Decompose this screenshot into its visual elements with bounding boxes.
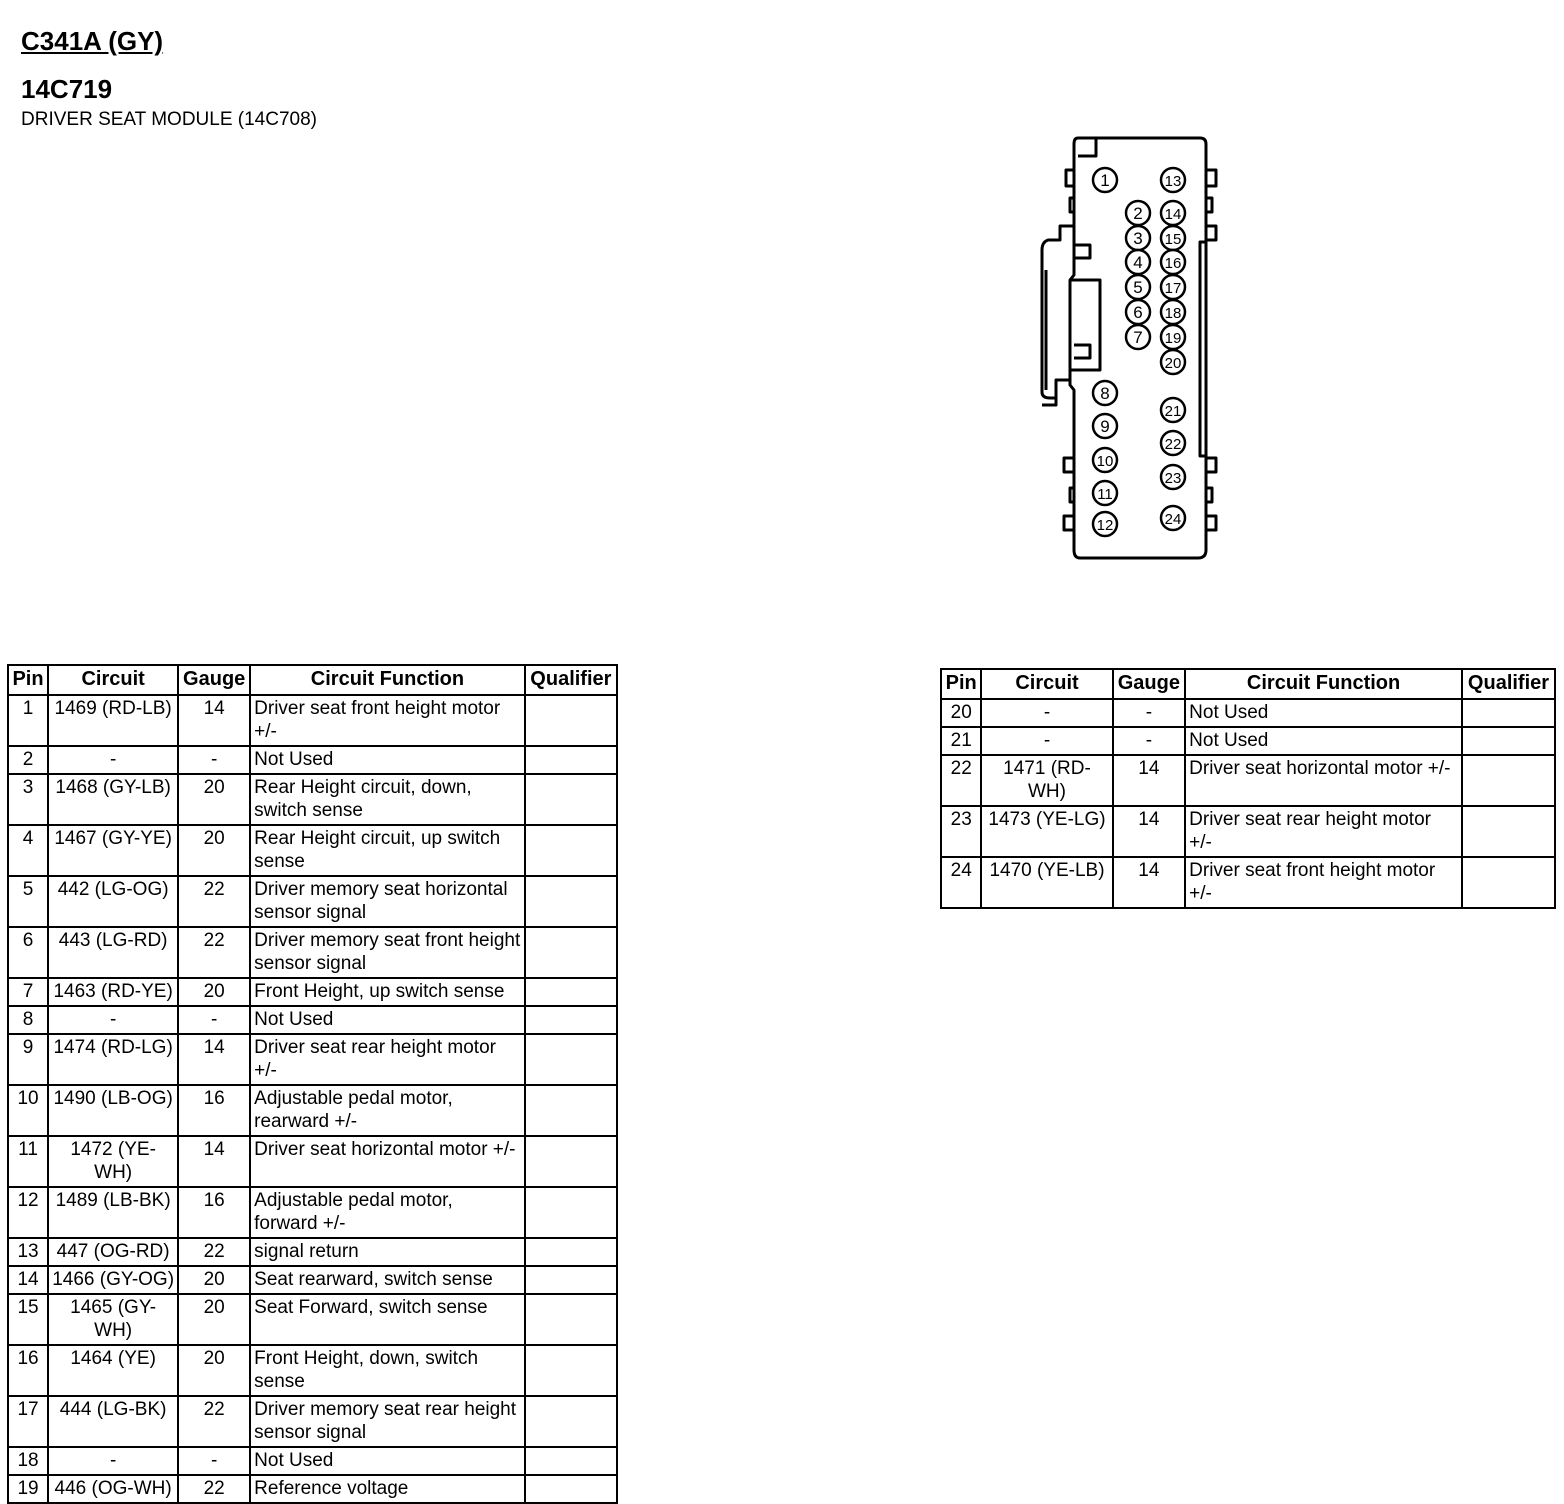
- pin-cell: 1: [8, 695, 48, 746]
- qualifier-cell: [525, 1238, 617, 1266]
- pin-cell: 15: [8, 1294, 48, 1345]
- pin-cell: 6: [8, 927, 48, 978]
- table-row: [941, 806, 1555, 857]
- pin-label: 18: [1164, 305, 1182, 322]
- table-row: [8, 746, 617, 774]
- circuit-cell: 1473 (YE-LG): [981, 806, 1112, 857]
- pin-label: 19: [1164, 330, 1182, 347]
- col-header-gauge: Gauge: [1113, 669, 1186, 699]
- pin-21-circle: [1161, 398, 1185, 422]
- circuit-cell: -: [981, 727, 1112, 755]
- gauge-cell: -: [1113, 699, 1186, 727]
- qualifier-cell: [1462, 806, 1555, 857]
- gauge-cell: 14: [178, 1136, 250, 1187]
- qualifier-cell: [1462, 699, 1555, 727]
- function-cell: Driver seat rear height motor +/-: [1185, 806, 1462, 857]
- function-cell: Driver memory seat front height sensor signal: [250, 927, 525, 978]
- pin-16-circle: [1161, 250, 1185, 274]
- pin-9-circle: [1093, 414, 1117, 438]
- qualifier-cell: [525, 1396, 617, 1447]
- circuit-cell: 1463 (RD-YE): [48, 978, 178, 1006]
- gauge-cell: 16: [178, 1085, 250, 1136]
- circuit-cell: 1474 (RD-LG): [48, 1034, 178, 1085]
- qualifier-cell: [525, 1447, 617, 1475]
- pin-cell: 24: [941, 857, 981, 908]
- pin-label: 7: [1133, 328, 1143, 347]
- table-row: [8, 1396, 617, 1447]
- pin-15-circle: [1161, 226, 1185, 250]
- table-row: [8, 1136, 617, 1187]
- gauge-cell: 20: [178, 1294, 250, 1345]
- pin-cell: 5: [8, 876, 48, 927]
- function-cell: Rear Height circuit, up switch sense: [250, 825, 525, 876]
- table-row: [8, 1294, 617, 1345]
- table-row: [8, 774, 617, 825]
- pin-20-circle: [1161, 350, 1185, 374]
- col-header-gauge: Gauge: [178, 665, 250, 695]
- function-cell: Reference voltage: [250, 1475, 525, 1503]
- gauge-cell: 22: [178, 1475, 250, 1503]
- pin-cell: 8: [8, 1006, 48, 1034]
- pin-cell: 7: [8, 978, 48, 1006]
- qualifier-cell: [525, 1006, 617, 1034]
- pin-10-circle: [1093, 448, 1117, 472]
- connector-face-diagram: [1030, 130, 1230, 570]
- circuit-cell: 444 (LG-BK): [48, 1396, 178, 1447]
- pin-cell: 13: [8, 1238, 48, 1266]
- function-cell: Driver seat horizontal motor +/-: [1185, 755, 1462, 806]
- pin-cell: 2: [8, 746, 48, 774]
- pin-label: 1: [1100, 171, 1110, 190]
- pin-24-circle: [1161, 506, 1185, 530]
- gauge-cell: 20: [178, 978, 250, 1006]
- gauge-cell: -: [178, 1006, 250, 1034]
- circuit-cell: 447 (OG-RD): [48, 1238, 178, 1266]
- table-row: [8, 1447, 617, 1475]
- pin-cell: 18: [8, 1447, 48, 1475]
- qualifier-cell: [525, 746, 617, 774]
- circuit-cell: 443 (LG-RD): [48, 927, 178, 978]
- part-number: 14C719: [21, 74, 113, 104]
- qualifier-cell: [1462, 755, 1555, 806]
- col-header-qualifier: Qualifier: [525, 665, 617, 695]
- pin-label: 15: [1164, 231, 1182, 248]
- gauge-cell: 22: [178, 1238, 250, 1266]
- pin-label: 5: [1133, 278, 1143, 297]
- pin-18-circle: [1161, 300, 1185, 324]
- pin-19-circle: [1161, 325, 1185, 349]
- circuit-cell: 1490 (LB-OG): [48, 1085, 178, 1136]
- pin-label: 24: [1164, 511, 1182, 528]
- pin-8-circle: [1093, 381, 1117, 405]
- col-header-function: Circuit Function: [1185, 669, 1462, 699]
- qualifier-cell: [525, 1085, 617, 1136]
- qualifier-cell: [525, 1136, 617, 1187]
- function-cell: Adjustable pedal motor, rearward +/-: [250, 1085, 525, 1136]
- qualifier-cell: [525, 927, 617, 978]
- function-cell: Not Used: [250, 1006, 525, 1034]
- pin-cell: 4: [8, 825, 48, 876]
- col-header-pin: Pin: [941, 669, 981, 699]
- table-row: [941, 755, 1555, 806]
- circuit-cell: 1489 (LB-BK): [48, 1187, 178, 1238]
- pin-circles: [1093, 168, 1185, 536]
- function-cell: Not Used: [250, 746, 525, 774]
- function-cell: Rear Height circuit, down, switch sense: [250, 774, 525, 825]
- connector-title: C341A (GY): [21, 26, 164, 56]
- pin-label: 22: [1164, 436, 1182, 453]
- pin-11-circle: [1093, 481, 1117, 505]
- table-row: [8, 927, 617, 978]
- circuit-cell: 446 (OG-WH): [48, 1475, 178, 1503]
- gauge-cell: 20: [178, 1266, 250, 1294]
- pin-label: 21: [1164, 403, 1182, 420]
- pin-12-circle: [1093, 512, 1117, 536]
- table-row: [8, 1266, 617, 1294]
- circuit-cell: 1472 (YE-WH): [48, 1136, 178, 1187]
- pin-1-circle: [1093, 168, 1117, 192]
- gauge-cell: 14: [1113, 857, 1186, 908]
- pin-label: 11: [1097, 486, 1113, 503]
- circuit-cell: 1471 (RD-WH): [981, 755, 1112, 806]
- table-row: [8, 1187, 617, 1238]
- pin-cell: 10: [8, 1085, 48, 1136]
- pin-label: 23: [1164, 470, 1182, 487]
- pin-14-circle: [1161, 201, 1185, 225]
- function-cell: Not Used: [1185, 727, 1462, 755]
- gauge-cell: 14: [1113, 755, 1186, 806]
- function-cell: signal return: [250, 1238, 525, 1266]
- pin-cell: 19: [8, 1475, 48, 1503]
- pin-cell: 20: [941, 699, 981, 727]
- pin-3-circle: [1126, 226, 1150, 250]
- col-header-pin: Pin: [8, 665, 48, 695]
- function-cell: Driver seat front height motor +/-: [250, 695, 525, 746]
- table-header-row: [941, 669, 1555, 699]
- gauge-cell: 16: [178, 1187, 250, 1238]
- gauge-cell: 14: [1113, 806, 1186, 857]
- function-cell: Driver seat rear height motor +/-: [250, 1034, 525, 1085]
- pin-label: 8: [1100, 384, 1110, 403]
- qualifier-cell: [525, 695, 617, 746]
- gauge-cell: -: [1113, 727, 1186, 755]
- pin-cell: 14: [8, 1266, 48, 1294]
- qualifier-cell: [1462, 727, 1555, 755]
- pin-label: 6: [1133, 303, 1143, 322]
- function-cell: Seat rearward, switch sense: [250, 1266, 525, 1294]
- pin-5-circle: [1126, 275, 1150, 299]
- table-row: [8, 1006, 617, 1034]
- circuit-cell: -: [48, 1447, 178, 1475]
- circuit-cell: 1466 (GY-OG): [48, 1266, 178, 1294]
- pin-cell: 12: [8, 1187, 48, 1238]
- pin-17-circle: [1161, 275, 1185, 299]
- function-cell: Driver seat front height motor +/-: [1185, 857, 1462, 908]
- function-cell: Front Height, down, switch sense: [250, 1345, 525, 1396]
- table-row: [941, 727, 1555, 755]
- col-header-circuit: Circuit: [981, 669, 1112, 699]
- pin-label: 9: [1100, 417, 1110, 436]
- circuit-cell: 1470 (YE-LB): [981, 857, 1112, 908]
- table-row: [8, 1475, 617, 1503]
- pin-label: 14: [1164, 206, 1182, 223]
- circuit-cell: 442 (LG-OG): [48, 876, 178, 927]
- circuit-cell: -: [48, 746, 178, 774]
- gauge-cell: 20: [178, 1345, 250, 1396]
- qualifier-cell: [525, 825, 617, 876]
- gauge-cell: 20: [178, 774, 250, 825]
- col-header-circuit: Circuit: [48, 665, 178, 695]
- pin-label: 12: [1096, 517, 1114, 534]
- pin-2-circle: [1126, 201, 1150, 225]
- qualifier-cell: [525, 1475, 617, 1503]
- table-row: [8, 1034, 617, 1085]
- pin-cell: 23: [941, 806, 981, 857]
- table-row: [8, 876, 617, 927]
- circuit-cell: 1468 (GY-LB): [48, 774, 178, 825]
- circuit-cell: 1467 (GY-YE): [48, 825, 178, 876]
- pin-label: 20: [1164, 355, 1182, 372]
- gauge-cell: 14: [178, 1034, 250, 1085]
- function-cell: Driver memory seat horizontal sensor signal: [250, 876, 525, 927]
- gauge-cell: 22: [178, 876, 250, 927]
- col-header-qualifier: Qualifier: [1462, 669, 1555, 699]
- circuit-cell: 1465 (GY-WH): [48, 1294, 178, 1345]
- gauge-cell: 22: [178, 927, 250, 978]
- function-cell: Not Used: [250, 1447, 525, 1475]
- qualifier-cell: [525, 978, 617, 1006]
- pin-22-circle: [1161, 431, 1185, 455]
- qualifier-cell: [525, 1294, 617, 1345]
- pinout-table-right: [940, 668, 1556, 909]
- gauge-cell: -: [178, 1447, 250, 1475]
- pin-cell: 3: [8, 774, 48, 825]
- function-cell: Not Used: [1185, 699, 1462, 727]
- qualifier-cell: [525, 774, 617, 825]
- table-row: [941, 699, 1555, 727]
- qualifier-cell: [525, 1034, 617, 1085]
- pin-label: 3: [1133, 229, 1143, 248]
- function-cell: Front Height, up switch sense: [250, 978, 525, 1006]
- function-cell: Driver seat horizontal motor +/-: [250, 1136, 525, 1187]
- pin-cell: 17: [8, 1396, 48, 1447]
- pin-6-circle: [1126, 300, 1150, 324]
- pinout-table-left: [7, 664, 618, 1504]
- gauge-cell: 22: [178, 1396, 250, 1447]
- pin-label: 16: [1164, 255, 1182, 272]
- pin-label: 10: [1096, 453, 1114, 470]
- circuit-cell: 1464 (YE): [48, 1345, 178, 1396]
- col-header-function: Circuit Function: [250, 665, 525, 695]
- pin-label: 13: [1164, 173, 1182, 190]
- table-header-row: [8, 665, 617, 695]
- pin-7-circle: [1126, 325, 1150, 349]
- module-name: DRIVER SEAT MODULE (14C708): [21, 109, 317, 130]
- pin-cell: 11: [8, 1136, 48, 1187]
- gauge-cell: -: [178, 746, 250, 774]
- qualifier-cell: [525, 1187, 617, 1238]
- function-cell: Adjustable pedal motor, forward +/-: [250, 1187, 525, 1238]
- pin-13-circle: [1161, 168, 1185, 192]
- table-row: [8, 1345, 617, 1396]
- function-cell: Driver memory seat rear height sensor signal: [250, 1396, 525, 1447]
- pin-23-circle: [1161, 465, 1185, 489]
- qualifier-cell: [525, 1345, 617, 1396]
- gauge-cell: 14: [178, 695, 250, 746]
- pin-4-circle: [1126, 250, 1150, 274]
- pin-label: 2: [1133, 204, 1143, 223]
- table-row: [8, 695, 617, 746]
- table-row: [8, 1085, 617, 1136]
- function-cell: Seat Forward, switch sense: [250, 1294, 525, 1345]
- circuit-cell: 1469 (RD-LB): [48, 695, 178, 746]
- pin-cell: 22: [941, 755, 981, 806]
- pin-cell: 21: [941, 727, 981, 755]
- gauge-cell: 20: [178, 825, 250, 876]
- table-row: [8, 825, 617, 876]
- qualifier-cell: [525, 876, 617, 927]
- qualifier-cell: [525, 1266, 617, 1294]
- pin-label: 4: [1133, 253, 1143, 272]
- circuit-cell: -: [981, 699, 1112, 727]
- pin-label: 17: [1164, 280, 1182, 297]
- pin-cell: 9: [8, 1034, 48, 1085]
- table-row: [8, 978, 617, 1006]
- circuit-cell: -: [48, 1006, 178, 1034]
- pin-cell: 16: [8, 1345, 48, 1396]
- table-row: [8, 1238, 617, 1266]
- table-row: [941, 857, 1555, 908]
- qualifier-cell: [1462, 857, 1555, 908]
